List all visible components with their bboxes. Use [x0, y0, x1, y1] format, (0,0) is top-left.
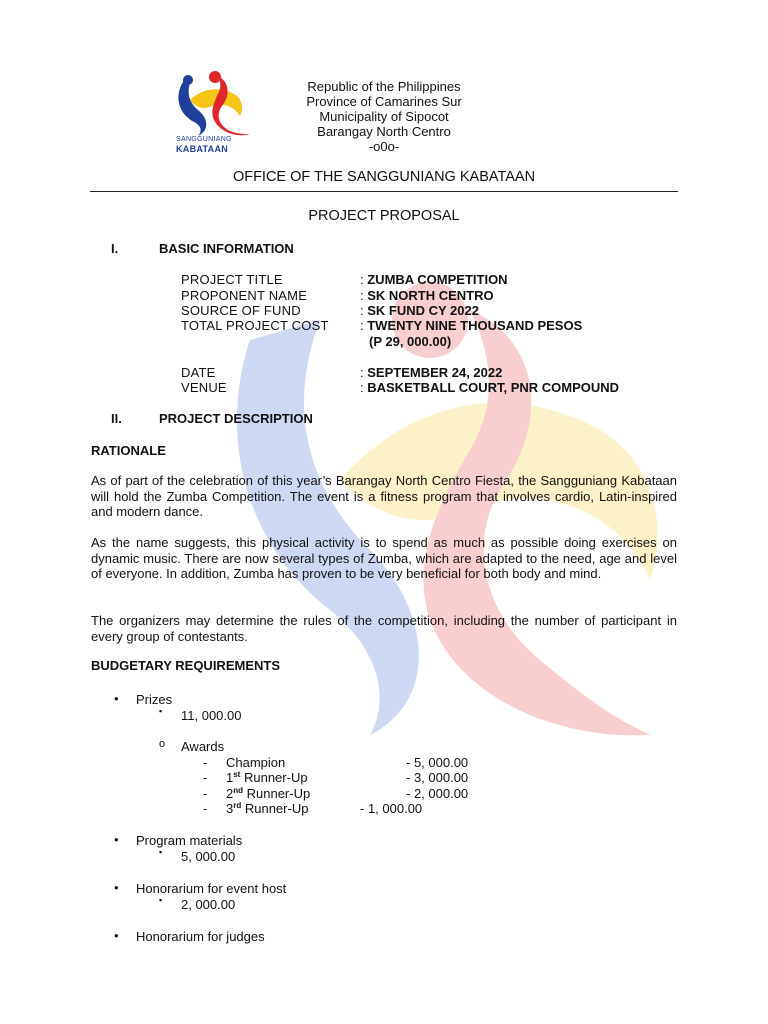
bullet-icon: • [114, 691, 119, 706]
sk-logo-text-1: SANGGUNIANG [176, 136, 232, 143]
cost-value: : TWENTY NINE THOUSAND PESOS [360, 318, 583, 333]
square-bullet-icon: ▪ [159, 847, 163, 857]
sk-logo-text-2: KABATAAN [176, 144, 229, 154]
proponent-value: : SK NORTH CENTRO [360, 288, 494, 303]
dash-icon: - [203, 801, 208, 816]
document-title: PROJECT PROPOSAL [308, 208, 460, 224]
section-1-number: I. [111, 241, 119, 256]
header-divider [90, 191, 678, 192]
host-amount: 2, 000.00 [181, 897, 236, 912]
rationale-paragraph-2: As the name suggests, this physical activity is to spend as much as possible doing exercises on dynamic music. There are now several types of Zumba, which are adapted to the need, age and level of everyone. In addition, Zumba has proven to be very beneficial for both body and mind. [91, 535, 677, 581]
rationale-paragraph-1: As of part of the celebration of this year’s Barangay North Centro Fiesta, the Sangguniang Kabataan will hold the Zumba Competition. The event is a fitness program that involves cardio, Latin-inspired and modern dance. [91, 473, 677, 519]
header-separator: -o0o- [368, 139, 400, 154]
award-third-runner-up-amount: - 1, 000.00 [360, 801, 423, 816]
award-second-runner-up: 2nd Runner-Up [226, 786, 311, 801]
venue-value: : BASKETBALL COURT, PNR COMPOUND [360, 380, 620, 395]
section-2-number: II. [111, 411, 122, 426]
header-barangay: Barangay North Centro [317, 124, 451, 139]
header-province: Province of Camarines Sur [306, 94, 462, 109]
project-title-label: PROJECT TITLE [181, 272, 283, 287]
budget-heading: BUDGETARY REQUIREMENTS [91, 658, 280, 673]
award-first-runner-up-amount: - 3, 000.00 [406, 770, 469, 785]
rationale-paragraph-3: The organizers may determine the rules of the competition, including the number of participant in every group of contestants. [91, 613, 677, 644]
date-value: : SEPTEMBER 24, 2022 [360, 365, 503, 380]
host-label: Honorarium for event host [136, 881, 287, 896]
cost-label: TOTAL PROJECT COST [181, 318, 329, 333]
awards-label: Awards [181, 739, 225, 754]
header-municipality: Municipality of Sipocot [319, 109, 449, 124]
award-second-runner-up-amount: - 2, 000.00 [406, 786, 469, 801]
award-third-runner-up: 3rd Runner-Up [226, 801, 309, 816]
square-bullet-icon: ▪ [159, 706, 163, 716]
award-champion: Champion [226, 755, 286, 770]
prizes-label: Prizes [136, 692, 173, 707]
header-republic: Republic of the Philippines [307, 79, 461, 94]
bullet-icon: • [114, 880, 119, 895]
rationale-heading: RATIONALE [91, 443, 166, 458]
date-label: DATE [181, 365, 216, 380]
bullet-icon: • [114, 928, 119, 943]
materials-label: Program materials [136, 833, 243, 848]
square-bullet-icon: ▪ [159, 895, 163, 905]
judges-label: Honorarium for judges [136, 929, 265, 944]
fund-label: SOURCE OF FUND [181, 303, 301, 318]
dash-icon: - [203, 786, 208, 801]
section-1-title: BASIC INFORMATION [159, 241, 294, 256]
cost-value-numeric: (P 29, 000.00) [369, 334, 452, 349]
venue-label: VENUE [181, 380, 227, 395]
project-title-value: : ZUMBA COMPETITION [360, 272, 508, 287]
proponent-label: PROPONENT NAME [181, 288, 308, 303]
circle-bullet-icon: o [159, 738, 166, 750]
award-champion-amount: - 5, 000.00 [406, 755, 469, 770]
section-2-title: PROJECT DESCRIPTION [159, 411, 313, 426]
prizes-amount: 11, 000.00 [181, 708, 242, 723]
dash-icon: - [203, 770, 208, 785]
materials-amount: 5, 000.00 [181, 849, 236, 864]
award-first-runner-up: 1st Runner-Up [226, 770, 308, 785]
office-title: OFFICE OF THE SANGGUNIANG KABATAAN [232, 169, 536, 185]
dash-icon: - [203, 755, 208, 770]
bullet-icon: • [114, 832, 119, 847]
fund-value: : SK FUND CY 2022 [360, 303, 479, 318]
